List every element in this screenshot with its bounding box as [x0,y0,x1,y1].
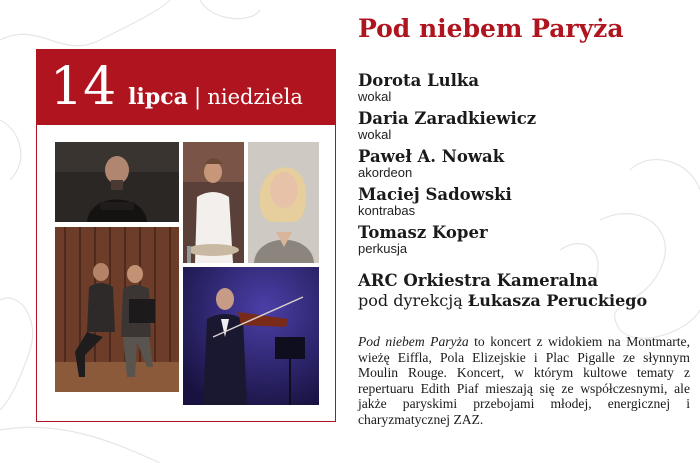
performer-item [358,71,688,103]
performer-name: Maciej Sadowski [358,185,512,204]
event-day: 14 [50,57,117,117]
performer-name: Daria Zaradkiewicz [358,109,537,128]
performer-role: wokal [358,89,392,104]
event-month: lipca [128,84,188,110]
ensemble-block [358,271,647,311]
conductor-name: Łukasza Peruckiego [467,291,648,310]
performer-role: akordeon [358,165,413,180]
event-weekday: niedziela [207,85,303,109]
performer-role: perkusja [358,241,408,256]
performer-item [358,223,688,255]
description-title: Pod niebem Paryża [358,334,469,349]
date-separator: | [193,85,202,110]
photo-violinist [183,267,319,405]
ensemble-conductor-line [358,291,647,311]
performer-role: kontrabas [358,203,416,218]
ensemble-name: ARC Orkiestra Kameralna [358,271,599,290]
event-description [358,334,690,428]
performer-name: Paweł A. Nowak [358,147,505,166]
performer-item [358,147,688,179]
date-card [36,49,336,422]
photo-singer-blonde [248,142,319,263]
performer-name: Dorota Lulka [358,71,480,90]
performer-item [358,109,688,141]
photo-duo-studio [55,227,179,392]
photo-musician-1 [55,142,179,222]
performer-role: wokal [358,127,392,142]
date-banner [37,50,335,125]
performer-item [358,185,688,217]
performer-name: Tomasz Koper [358,223,488,242]
description-text: to koncert z widokiem na Montmarte, wieżę Eiffla, Pola Elizejskie i Plac Pigalle ze słynnym Moulin Rouge. Koncert, w którym kultowe tematy z repertuaru Edith Piaf mieszają się ze współczesnymi, ale jakże paryskimi przebojami młodej, energicznej i charyzmatycznej ZAZ. [358,334,690,427]
conductor-prefix: pod dyrekcją [358,291,463,310]
event-title: Pod niebem Paryża [358,14,624,43]
performers-list [358,71,688,261]
photo-musician-drummer [183,142,244,263]
